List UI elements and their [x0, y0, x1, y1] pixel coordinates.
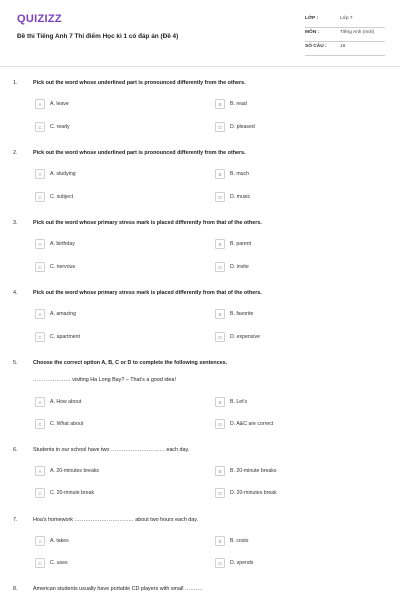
option-letter-box: D	[215, 122, 225, 132]
meta-table	[305, 14, 385, 56]
option-text: C. ready	[50, 124, 70, 130]
option-letter-box: A	[35, 309, 45, 319]
question-text: Students in our school have two ………………………… each day.	[33, 447, 190, 453]
question-text: Choose the correct option A, B, C or D to complete the following sentences.	[33, 360, 228, 366]
option-text: D. expensive	[230, 334, 260, 340]
option-text: B. 20-minute breaks	[230, 468, 277, 474]
meta-key: LỚP :	[305, 16, 319, 21]
question-text: Pick out the word whose underlined part is pronounced differently from the others.	[33, 150, 246, 156]
question-number: 1.	[13, 80, 18, 86]
question-text: Pick out the word whose underlined part is pronounced differently from the others.	[33, 80, 246, 86]
option-letter-box: B	[215, 239, 225, 249]
meta-row-subject	[305, 28, 385, 42]
option-letter-box: B	[215, 466, 225, 476]
option-letter-box: D	[215, 419, 225, 429]
quizizz-logo[interactable]: QUIZIZZ	[17, 13, 62, 25]
option-letter-box: B	[215, 397, 225, 407]
option-text: B. much	[230, 171, 250, 177]
option-letter-box: A	[35, 397, 45, 407]
option-text: C. 20-minute break	[50, 490, 95, 496]
meta-value: 16	[340, 44, 346, 49]
option-text: C. subject	[50, 194, 74, 200]
option-letter-box: B	[215, 169, 225, 179]
option-letter-box: C	[35, 122, 45, 132]
option-text: C. What about	[50, 421, 84, 427]
option-text: A. 20-minutes breaks	[50, 468, 100, 474]
question-text: Pick out the word whose primary stress mark is placed differently from that of the others.	[33, 220, 262, 226]
option-text: D. invite	[230, 264, 249, 270]
option-text: D. pleased	[230, 124, 255, 130]
question-number: 2.	[13, 150, 18, 156]
option-text: B. favorite	[230, 311, 254, 317]
option-letter-box: C	[35, 488, 45, 498]
question-number: 3.	[13, 220, 18, 226]
question-number: 6.	[13, 447, 18, 453]
option-text: B. read	[230, 101, 247, 107]
option-text: B. costs	[230, 538, 249, 544]
header-divider	[0, 66, 400, 67]
option-text: A. takes	[50, 538, 69, 544]
question-prompt: ………………… visiting Ha Long Bay? – That’s a good idea!	[33, 377, 177, 383]
option-text: D. music	[230, 194, 251, 200]
question-number: 5.	[13, 360, 18, 366]
option-letter-box: B	[215, 536, 225, 546]
option-letter-box: A	[35, 466, 45, 476]
page-header	[0, 0, 400, 66]
option-letter-box: A	[35, 169, 45, 179]
option-text: A. amazing	[50, 311, 76, 317]
question-number: 4.	[13, 290, 18, 296]
question-number: 7.	[13, 517, 18, 523]
meta-value: Lớp 7	[340, 16, 353, 21]
option-text: C. apartment	[50, 334, 80, 340]
meta-row-count	[305, 42, 385, 56]
option-text: B. parent	[230, 241, 252, 247]
option-letter-box: D	[215, 558, 225, 568]
option-letter-box: D	[215, 262, 225, 272]
option-text: D. A&C are correct	[230, 421, 274, 427]
option-letter-box: B	[215, 309, 225, 319]
question-number: 8.	[13, 586, 18, 592]
option-letter-box: C	[35, 419, 45, 429]
meta-value: Tiếng Anh (mới)	[340, 30, 375, 35]
option-letter-box: C	[35, 192, 45, 202]
option-letter-box: A	[35, 99, 45, 109]
option-letter-box: C	[35, 558, 45, 568]
question-text: Hoa's homework …………………………… about two hours each day.	[33, 517, 199, 523]
option-letter-box: A	[35, 239, 45, 249]
option-text: D. spends	[230, 560, 254, 566]
option-text: D. 20-minutes break	[230, 490, 277, 496]
question-text: American students usually have portable CD players with small ……….	[33, 586, 203, 592]
option-text: C. nervous	[50, 264, 76, 270]
option-letter-box: D	[215, 488, 225, 498]
option-text: A. studying	[50, 171, 76, 177]
option-letter-box: D	[215, 332, 225, 342]
option-letter-box: C	[35, 262, 45, 272]
option-text: A. leave	[50, 101, 69, 107]
meta-key: SỐ CÂU :	[305, 44, 327, 49]
option-text: A. How about	[50, 399, 82, 405]
option-letter-box: B	[215, 99, 225, 109]
option-letter-box: A	[35, 536, 45, 546]
option-letter-box: D	[215, 192, 225, 202]
option-text: C. uses	[50, 560, 68, 566]
option-text: B. Let's	[230, 399, 248, 405]
question-text: Pick out the word whose primary stress mark is placed differently from that of the others.	[33, 290, 262, 296]
meta-key: MÔN :	[305, 30, 320, 35]
document-title: Đề thi Tiếng Anh 7 Thí điểm Học kì 1 có đáp án (Đề 4)	[17, 33, 179, 40]
option-text: A. birthday	[50, 241, 75, 247]
option-letter-box: C	[35, 332, 45, 342]
meta-row-class	[305, 14, 385, 28]
